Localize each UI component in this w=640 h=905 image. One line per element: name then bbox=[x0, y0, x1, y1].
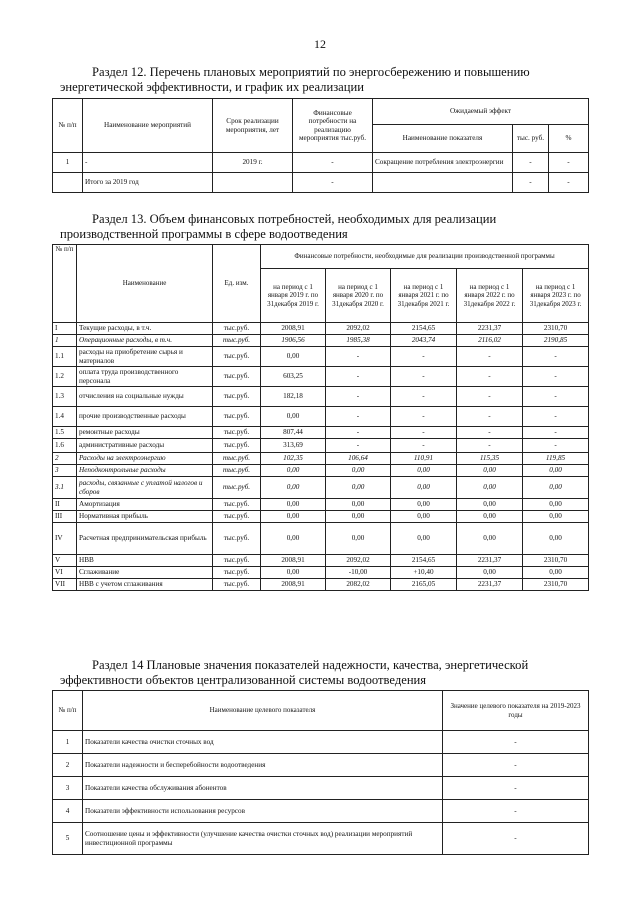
s13-header-unit: Ед. изм. bbox=[213, 245, 261, 323]
s13-row-value: 0,00 bbox=[326, 511, 391, 523]
s13-row-value: 0,00 bbox=[457, 465, 523, 477]
table-row bbox=[53, 427, 589, 439]
s12-header-effect: Ожидаемый эффект bbox=[373, 99, 589, 125]
s13-row-value: - bbox=[391, 427, 457, 439]
s13-row-num: V bbox=[53, 555, 77, 567]
table-row bbox=[53, 367, 589, 387]
s13-row-value: 0,00 bbox=[391, 523, 457, 555]
section-12-heading-line2: энергетической эффективности, и график их реализации bbox=[60, 80, 364, 94]
s13-row-value: 0,00 bbox=[391, 477, 457, 499]
s13-row-unit: тыс.руб. bbox=[213, 387, 261, 407]
s13-row-name: Расчетная предпринимательская прибыль bbox=[77, 523, 213, 555]
s13-row-value: - bbox=[523, 439, 589, 453]
s13-row-value: - bbox=[457, 387, 523, 407]
table-row bbox=[53, 754, 589, 777]
s13-row-value: - bbox=[326, 439, 391, 453]
s14-row-name: Показатели качества обслуживания абонентов bbox=[83, 777, 443, 800]
table-row bbox=[53, 347, 589, 367]
s13-row-value: - bbox=[523, 407, 589, 427]
s14-header-name: Наименование целевого показателя bbox=[83, 691, 443, 731]
s13-row-num: 1.5 bbox=[53, 427, 77, 439]
section-14-heading bbox=[60, 658, 588, 688]
section-14-table bbox=[52, 690, 589, 855]
s13-row-value: 2043,74 bbox=[391, 335, 457, 347]
s13-row-name: административные расходы bbox=[77, 439, 213, 453]
s14-row-value: - bbox=[443, 823, 589, 855]
table-row bbox=[53, 800, 589, 823]
s14-header-num: № п/п bbox=[53, 691, 83, 731]
section-13-heading bbox=[60, 212, 588, 242]
s13-row-name: расходы на приобретение сырья и материалов bbox=[77, 347, 213, 367]
s12-header-fin: Финансовые потребности на реализацию мероприятия тыс.руб. bbox=[293, 99, 373, 153]
s13-row-value: 0,00 bbox=[457, 477, 523, 499]
s13-row-value: 807,44 bbox=[261, 427, 326, 439]
s12-row1-name: - bbox=[83, 153, 213, 173]
table-row bbox=[53, 579, 589, 591]
s13-row-value: 110,91 bbox=[391, 453, 457, 465]
s14-row-name: Показатели надежности и бесперебойности водоотведения bbox=[83, 754, 443, 777]
s13-header-period: на период с 1 января 2021 г. по 31декабря 2021 г. bbox=[391, 269, 457, 323]
s13-header-name: Наименование bbox=[77, 245, 213, 323]
s13-row-unit: тыс.руб. bbox=[213, 477, 261, 499]
s13-row-value: 2190,85 bbox=[523, 335, 589, 347]
s13-row-unit: тыс.руб. bbox=[213, 567, 261, 579]
page-number: 12 bbox=[314, 37, 326, 51]
s13-row-name: Операционные расходы, в т.ч. bbox=[77, 335, 213, 347]
s13-row-value: 0,00 bbox=[391, 511, 457, 523]
table-row bbox=[53, 387, 589, 407]
s13-row-value: 0,00 bbox=[261, 465, 326, 477]
s13-row-value: - bbox=[326, 407, 391, 427]
s13-row-unit: тыс.руб. bbox=[213, 579, 261, 591]
s13-row-value: 0,00 bbox=[326, 523, 391, 555]
s13-row-value: 0,00 bbox=[523, 523, 589, 555]
s12-total-name: Итого за 2019 год bbox=[83, 173, 213, 193]
s13-row-value: - bbox=[523, 347, 589, 367]
s13-row-unit: тыс.руб. bbox=[213, 347, 261, 367]
s13-row-value: 102,35 bbox=[261, 453, 326, 465]
s13-row-value: - bbox=[391, 347, 457, 367]
s13-row-name: расходы, связанные с уплатой налогов и сборов bbox=[77, 477, 213, 499]
s13-row-value: 2008,91 bbox=[261, 555, 326, 567]
s13-header-period: на период с 1 января 2022 г. по 31декабря 2022 г. bbox=[457, 269, 523, 323]
s13-row-value: 2116,02 bbox=[457, 335, 523, 347]
s13-row-num: 1.3 bbox=[53, 387, 77, 407]
s13-row-value: - bbox=[457, 367, 523, 387]
s14-row-num: 5 bbox=[53, 823, 83, 855]
table-row bbox=[53, 173, 589, 193]
s13-row-value: 115,35 bbox=[457, 453, 523, 465]
s13-row-num: 1.2 bbox=[53, 367, 77, 387]
s13-row-name: прочие производственные расходы bbox=[77, 407, 213, 427]
s13-header-period: на период с 1 января 2019 г. по 31декабря 2019 г. bbox=[261, 269, 326, 323]
s13-header-num: № п/п bbox=[53, 245, 77, 323]
s13-row-unit: тыс.руб. bbox=[213, 367, 261, 387]
s14-row-value: - bbox=[443, 800, 589, 823]
s13-row-value: 2008,91 bbox=[261, 579, 326, 591]
s13-row-name: Текущие расходы, в т.ч. bbox=[77, 323, 213, 335]
s13-row-value: 0,00 bbox=[261, 523, 326, 555]
s13-row-unit: тыс.руб. bbox=[213, 555, 261, 567]
s14-row-name: Показатели качества очистки сточных вод bbox=[83, 731, 443, 754]
s13-row-value: 0,00 bbox=[523, 567, 589, 579]
s13-row-value: - bbox=[391, 407, 457, 427]
section-12-table bbox=[52, 98, 589, 193]
s13-row-value: 0,00 bbox=[261, 511, 326, 523]
s13-row-value: 2154,65 bbox=[391, 323, 457, 335]
s13-row-value: - bbox=[457, 427, 523, 439]
s12-header-rub: тыс. руб. bbox=[513, 125, 549, 153]
s13-row-value: 2310,70 bbox=[523, 579, 589, 591]
section-12-heading bbox=[60, 65, 588, 95]
s13-row-value: 1906,56 bbox=[261, 335, 326, 347]
s13-row-name: отчисления на социальные нужды bbox=[77, 387, 213, 407]
table-row bbox=[53, 823, 589, 855]
s13-row-value: 2092,02 bbox=[326, 555, 391, 567]
table-row bbox=[53, 323, 589, 335]
section-14-heading-line2: эффективности объектов централизованной системы водоотведения bbox=[60, 673, 427, 687]
s13-row-num: 2 bbox=[53, 453, 77, 465]
section-13-heading-line2: производственной программы в сфере водоотведения bbox=[60, 227, 348, 241]
s13-row-unit: тыс.руб. bbox=[213, 465, 261, 477]
table-row bbox=[53, 777, 589, 800]
s13-row-unit: тыс.руб. bbox=[213, 523, 261, 555]
s12-row1-rub: - bbox=[513, 153, 549, 173]
s13-row-value: +10,40 bbox=[391, 567, 457, 579]
s13-row-num: 3.1 bbox=[53, 477, 77, 499]
section-12-heading-line1: Раздел 12. Перечень плановых мероприятий по энергосбережению и повышению bbox=[92, 65, 530, 79]
s13-row-value: 2231,37 bbox=[457, 579, 523, 591]
s13-row-value: 0,00 bbox=[391, 465, 457, 477]
s13-row-value: 0,00 bbox=[391, 499, 457, 511]
s14-row-num: 2 bbox=[53, 754, 83, 777]
s12-row1-pct: - bbox=[549, 153, 589, 173]
table-row bbox=[53, 477, 589, 499]
s13-row-value: 313,69 bbox=[261, 439, 326, 453]
s13-row-name: ремонтные расходы bbox=[77, 427, 213, 439]
s12-row1-indicator: Сокращение потребления электроэнергии bbox=[373, 153, 513, 173]
table-row bbox=[53, 555, 589, 567]
s13-row-value: - bbox=[326, 387, 391, 407]
s13-row-num: 1 bbox=[53, 335, 77, 347]
s14-row-num: 3 bbox=[53, 777, 83, 800]
s13-row-unit: тыс.руб. bbox=[213, 439, 261, 453]
s13-row-value: 1985,38 bbox=[326, 335, 391, 347]
table-row bbox=[53, 453, 589, 465]
s13-row-num: VI bbox=[53, 567, 77, 579]
s13-row-num: I bbox=[53, 323, 77, 335]
s12-row1-num: 1 bbox=[53, 153, 83, 173]
s13-header-period: на период с 1 января 2020 г. по 31декабря 2020 г. bbox=[326, 269, 391, 323]
s13-row-value: 0,00 bbox=[457, 499, 523, 511]
s13-row-value: 0,00 bbox=[326, 465, 391, 477]
s13-row-value: 0,00 bbox=[326, 477, 391, 499]
s13-row-value: - bbox=[523, 387, 589, 407]
s14-row-value: - bbox=[443, 754, 589, 777]
s13-row-unit: тыс.руб. bbox=[213, 407, 261, 427]
s12-row1-period: 2019 г. bbox=[213, 153, 293, 173]
table-row bbox=[53, 407, 589, 427]
s12-header-indicator: Наименование показателя bbox=[373, 125, 513, 153]
s13-row-unit: тыс.руб. bbox=[213, 511, 261, 523]
s13-row-unit: тыс.руб. bbox=[213, 453, 261, 465]
s13-row-value: - bbox=[523, 427, 589, 439]
s12-total-pct: - bbox=[549, 173, 589, 193]
s12-total-rub: - bbox=[513, 173, 549, 193]
s13-row-value: 0,00 bbox=[523, 465, 589, 477]
section-13-table bbox=[52, 244, 589, 591]
s13-row-value: 2082,02 bbox=[326, 579, 391, 591]
s13-row-num: 1.6 bbox=[53, 439, 77, 453]
s14-row-num: 1 bbox=[53, 731, 83, 754]
s13-row-value: - bbox=[326, 347, 391, 367]
s13-row-value: - bbox=[326, 367, 391, 387]
s13-row-num: II bbox=[53, 499, 77, 511]
s13-row-value: 0,00 bbox=[261, 567, 326, 579]
s12-header-name: Наименование мероприятий bbox=[83, 99, 213, 153]
s13-row-name: Сглаживание bbox=[77, 567, 213, 579]
s13-row-unit: тыс.руб. bbox=[213, 499, 261, 511]
s13-row-num: VII bbox=[53, 579, 77, 591]
s13-row-name: НВВ bbox=[77, 555, 213, 567]
table-row bbox=[53, 523, 589, 555]
s13-row-value: -10,00 bbox=[326, 567, 391, 579]
s13-row-value: - bbox=[391, 439, 457, 453]
s13-row-value: 2310,70 bbox=[523, 555, 589, 567]
s13-row-unit: тыс.руб. bbox=[213, 335, 261, 347]
s13-row-value: 2231,37 bbox=[457, 323, 523, 335]
s13-row-value: 0,00 bbox=[261, 499, 326, 511]
section-14-heading-line1: Раздел 14 Плановые значения показателей надежности, качества, энергетической bbox=[92, 658, 529, 672]
s13-row-value: 0,00 bbox=[261, 477, 326, 499]
s13-header-period: на период с 1 января 2023 г. по 31декабря 2023 г. bbox=[523, 269, 589, 323]
s13-row-value: 0,00 bbox=[523, 511, 589, 523]
s13-row-name: оплата труда производственного персонала bbox=[77, 367, 213, 387]
s13-header-fin: Финансовые потребности, необходимые для реализации производственной программы bbox=[261, 245, 589, 269]
s14-row-value: - bbox=[443, 777, 589, 800]
s13-row-name: Амортизация bbox=[77, 499, 213, 511]
table-row bbox=[53, 465, 589, 477]
s12-row1-fin: - bbox=[293, 153, 373, 173]
s13-row-num: III bbox=[53, 511, 77, 523]
s13-row-value: 0,00 bbox=[457, 511, 523, 523]
s14-header-value: Значение целевого показателя на 2019-2023 годы bbox=[443, 691, 589, 731]
s12-total-fin: - bbox=[293, 173, 373, 193]
s13-row-value: 0,00 bbox=[457, 567, 523, 579]
s13-row-value: 603,25 bbox=[261, 367, 326, 387]
s12-header-pct: % bbox=[549, 125, 589, 153]
s13-row-value: 0,00 bbox=[326, 499, 391, 511]
s13-row-value: 119,85 bbox=[523, 453, 589, 465]
table-row bbox=[53, 511, 589, 523]
s13-row-value: 0,00 bbox=[457, 523, 523, 555]
table-row bbox=[53, 567, 589, 579]
s13-row-unit: тыс.руб. bbox=[213, 427, 261, 439]
s13-row-num: 1.4 bbox=[53, 407, 77, 427]
table-row bbox=[53, 731, 589, 754]
s13-row-value: 106,64 bbox=[326, 453, 391, 465]
s13-row-value: - bbox=[391, 367, 457, 387]
s13-row-value: - bbox=[457, 407, 523, 427]
s13-row-value: 2310,70 bbox=[523, 323, 589, 335]
section-13-heading-line1: Раздел 13. Объем финансовых потребностей, необходимых для реализации bbox=[92, 212, 497, 226]
s13-row-value: 2165,05 bbox=[391, 579, 457, 591]
table-row bbox=[53, 499, 589, 511]
s13-row-value: 2092,02 bbox=[326, 323, 391, 335]
s13-row-value: 2231,37 bbox=[457, 555, 523, 567]
s13-row-name: Расходы на электроэнергию bbox=[77, 453, 213, 465]
s14-row-name: Соотношение цены и эффективности (улучшение качества очистки сточных вод) реализации мероприятий инвестиционной программы bbox=[83, 823, 443, 855]
s13-row-value: 0,00 bbox=[523, 477, 589, 499]
s13-row-value: - bbox=[326, 427, 391, 439]
s14-row-num: 4 bbox=[53, 800, 83, 823]
table-row bbox=[53, 439, 589, 453]
s12-header-period: Срок реализации мероприятия, лет bbox=[213, 99, 293, 153]
s13-row-value: 2154,65 bbox=[391, 555, 457, 567]
s13-row-value: 0,00 bbox=[261, 407, 326, 427]
s13-row-value: - bbox=[457, 439, 523, 453]
s14-row-value: - bbox=[443, 731, 589, 754]
table-row bbox=[53, 335, 589, 347]
s13-row-value: - bbox=[391, 387, 457, 407]
s13-row-num: IV bbox=[53, 523, 77, 555]
table-row bbox=[53, 153, 589, 173]
s13-row-name: Нормативная прибыль bbox=[77, 511, 213, 523]
s13-row-num: 3 bbox=[53, 465, 77, 477]
s13-row-name: Неподконтрольные расходы bbox=[77, 465, 213, 477]
s13-row-value: - bbox=[523, 367, 589, 387]
s13-row-value: 182,18 bbox=[261, 387, 326, 407]
s13-row-value: - bbox=[457, 347, 523, 367]
s13-row-value: 0,00 bbox=[261, 347, 326, 367]
s14-row-name: Показатели эффективности использования ресурсов bbox=[83, 800, 443, 823]
s13-row-value: 0,00 bbox=[523, 499, 589, 511]
s12-header-num: № п/п bbox=[53, 99, 83, 153]
s13-row-num: 1.1 bbox=[53, 347, 77, 367]
s13-row-unit: тыс.руб. bbox=[213, 323, 261, 335]
s13-row-value: 2008,91 bbox=[261, 323, 326, 335]
s13-row-name: НВВ с учетом сглаживания bbox=[77, 579, 213, 591]
